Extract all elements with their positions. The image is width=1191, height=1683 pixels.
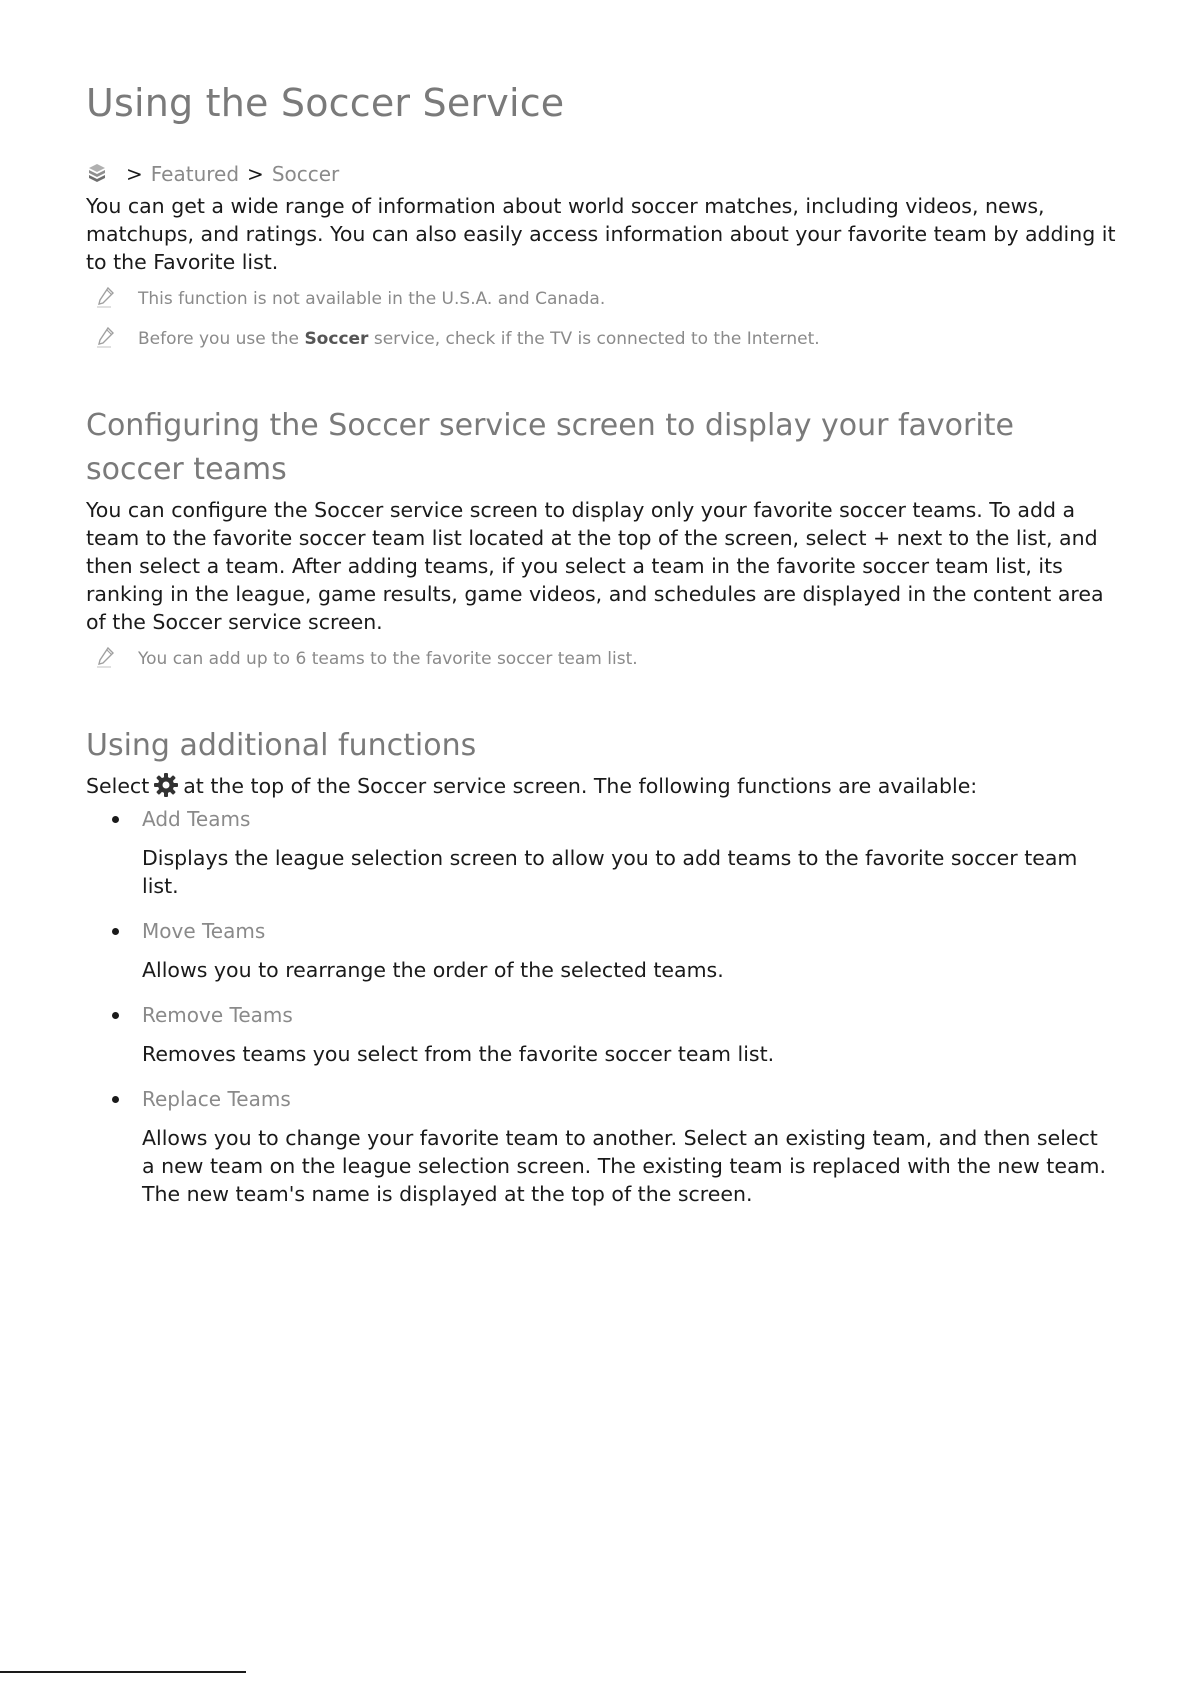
section-configuring (86, 404, 1116, 672)
function-description: Displays the league selection screen to allow you to add teams to the favorite soccer team list. (142, 846, 1078, 898)
function-name: Remove Teams (142, 1003, 293, 1027)
section-additional-functions (86, 724, 1116, 1208)
footer-divider (0, 1671, 246, 1673)
note (86, 326, 1116, 352)
breadcrumb-item-featured: Featured (150, 162, 240, 186)
bullet-icon (112, 816, 119, 823)
note (86, 286, 1116, 312)
function-name: Move Teams (142, 919, 266, 943)
section-paragraph: You can configure the Soccer service screen to display only your favorite soccer teams. To add a team to the favorite soccer team list located at the top of the screen, select + next to the list, and then select a team. After adding teams, if you select a team in the favorite soccer team list, its ranking in the league, game results, game videos, and schedules are displayed in the content area of the Soccer service screen. (86, 498, 1104, 634)
function-name: Add Teams (142, 807, 251, 831)
function-description: Removes teams you select from the favorite soccer team list. (142, 1042, 775, 1066)
bullet-icon (112, 1096, 119, 1103)
note-text: This function is not available in the U.S.A. and Canada. (138, 289, 606, 309)
bullet-icon (112, 928, 119, 935)
list-item (86, 1084, 1116, 1208)
paragraph-text-post: at the top of the Soccer service screen. The following functions are available: (183, 774, 978, 798)
function-description: Allows you to change your favorite team to another. Select an existing team, and then select a new team on the league selection screen. The existing team is replaced with the new team. The new team's name is displayed at the top of the screen. (142, 1126, 1106, 1206)
note (86, 646, 1116, 672)
smart-hub-icon (86, 163, 108, 185)
pencil-icon (96, 286, 116, 308)
bullet-icon (112, 1012, 119, 1019)
section-heading: Using additional functions (86, 728, 477, 763)
breadcrumb-separator: > (247, 162, 264, 186)
section-paragraph (86, 772, 1116, 800)
breadcrumb-separator: > (126, 162, 143, 186)
pencil-icon (96, 326, 116, 348)
function-list (86, 804, 1116, 1208)
note-text: You can add up to 6 teams to the favorite soccer team list. (138, 649, 638, 669)
note-text-post: service, check if the TV is connected to the Internet. (368, 329, 820, 349)
function-description: Allows you to rearrange the order of the selected teams. (142, 958, 724, 982)
section-heading: Configuring the Soccer service screen to display your favorite soccer teams (86, 408, 1014, 487)
list-item (86, 916, 1116, 984)
document-page (86, 70, 1116, 1224)
list-item (86, 1000, 1116, 1068)
breadcrumb (86, 160, 1116, 188)
note-bold-soccer: Soccer (304, 329, 369, 349)
list-item (86, 804, 1116, 900)
gear-icon (153, 772, 179, 798)
page-title: Using the Soccer Service (86, 81, 565, 125)
intro-paragraph: You can get a wide range of information about world soccer matches, including videos, news, matchups, and ratings. You can also easily access information about your favorite team by adding it to the Favorite list. (86, 194, 1116, 274)
paragraph-text-pre: Select (86, 774, 150, 798)
pencil-icon (96, 646, 116, 668)
function-name: Replace Teams (142, 1087, 291, 1111)
note-text-pre: Before you use the (138, 329, 305, 349)
breadcrumb-item-soccer: Soccer (271, 162, 340, 186)
note-text (138, 326, 820, 352)
